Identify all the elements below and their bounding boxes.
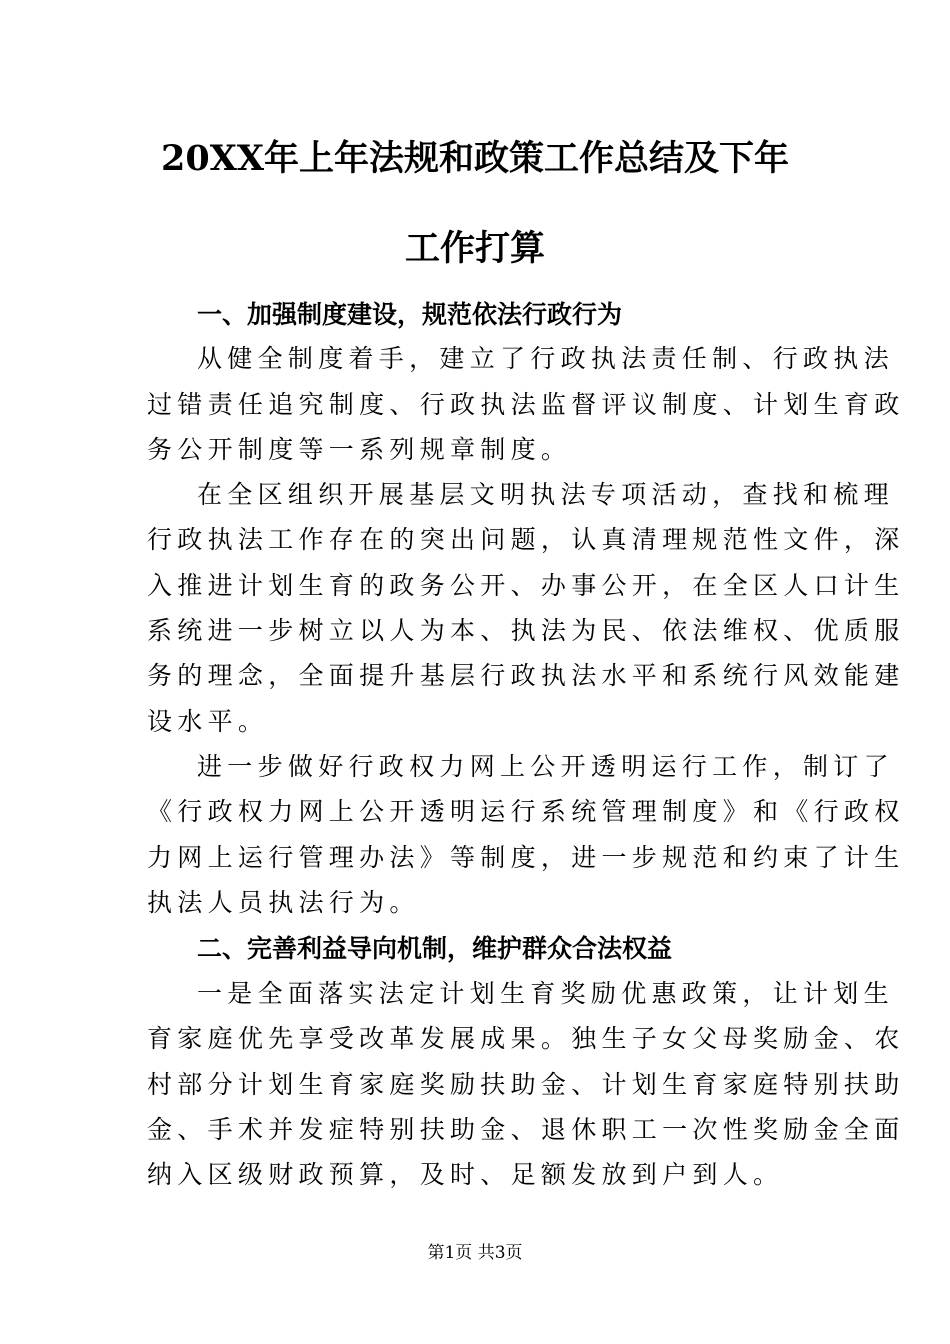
document-title-line-1: 20XX年上年法规和政策工作总结及下年 — [160, 138, 790, 179]
section-1-paragraph-2-line-3: 入推进计划生育的政务公开、办事公开，在全区人口计生 — [147, 571, 905, 600]
section-1-paragraph-3-line-1: 进一步做好行政权力网上公开透明运行工作，制订了 — [197, 752, 894, 781]
section-2-paragraph-1-line-4: 金、手术并发症特别扶助金、退休职工一次性奖励金全面 — [147, 1115, 905, 1144]
section-1-paragraph-3-line-3: 力网上运行管理办法》等制度，进一步规范和约束了计生 — [147, 843, 905, 872]
section-1-paragraph-3-line-2: 《行政权力网上公开透明运行系统管理制度》和《行政权 — [147, 797, 905, 826]
section-1-paragraph-2-line-5: 务的理念，全面提升基层行政执法水平和系统行风效能建 — [147, 661, 905, 690]
section-1-paragraph-3-line-4: 执法人员执法行为。 — [147, 888, 420, 917]
section-1-paragraph-2-line-1: 在全区组织开展基层文明执法专项活动，查找和梳理 — [197, 480, 894, 509]
section-2-paragraph-1-line-5: 纳入区级财政预算，及时、足额发放到户到人。 — [147, 1160, 784, 1189]
section-1-paragraph-1-line-3: 务公开制度等一系列规章制度。 — [147, 435, 572, 464]
section-2-paragraph-1-line-3: 村部分计划生育家庭奖励扶助金、计划生育家庭特别扶助 — [147, 1070, 905, 1099]
section-1-paragraph-1-line-1: 从健全制度着手，建立了行政执法责任制、行政执法 — [197, 344, 894, 373]
section-1-paragraph-2-line-6: 设水平。 — [147, 707, 269, 736]
section-2-paragraph-1-line-2: 育家庭优先享受改革发展成果。独生子女父母奖励金、农 — [147, 1024, 905, 1053]
section-1-heading: 一、加强制度建设，规范依法行政行为 — [197, 300, 623, 329]
section-1-paragraph-1-line-2: 过错责任追究制度、行政执法监督评议制度、计划生育政 — [147, 390, 905, 419]
section-1-paragraph-2-line-2: 行政执法工作存在的突出问题，认真清理规范性文件，深 — [147, 525, 905, 554]
page-footer: 第1页 共3页 — [427, 1243, 523, 1263]
section-2-heading: 二、完善利益导向机制，维护群众合法权益 — [197, 934, 673, 963]
section-2-paragraph-1-line-1: 一是全面落实法定计划生育奖励优惠政策，让计划生 — [197, 979, 894, 1008]
document-title-line-2: 工作打算 — [404, 228, 545, 269]
section-1-paragraph-2-line-4: 系统进一步树立以人为本、执法为民、依法维权、优质服 — [147, 616, 905, 645]
